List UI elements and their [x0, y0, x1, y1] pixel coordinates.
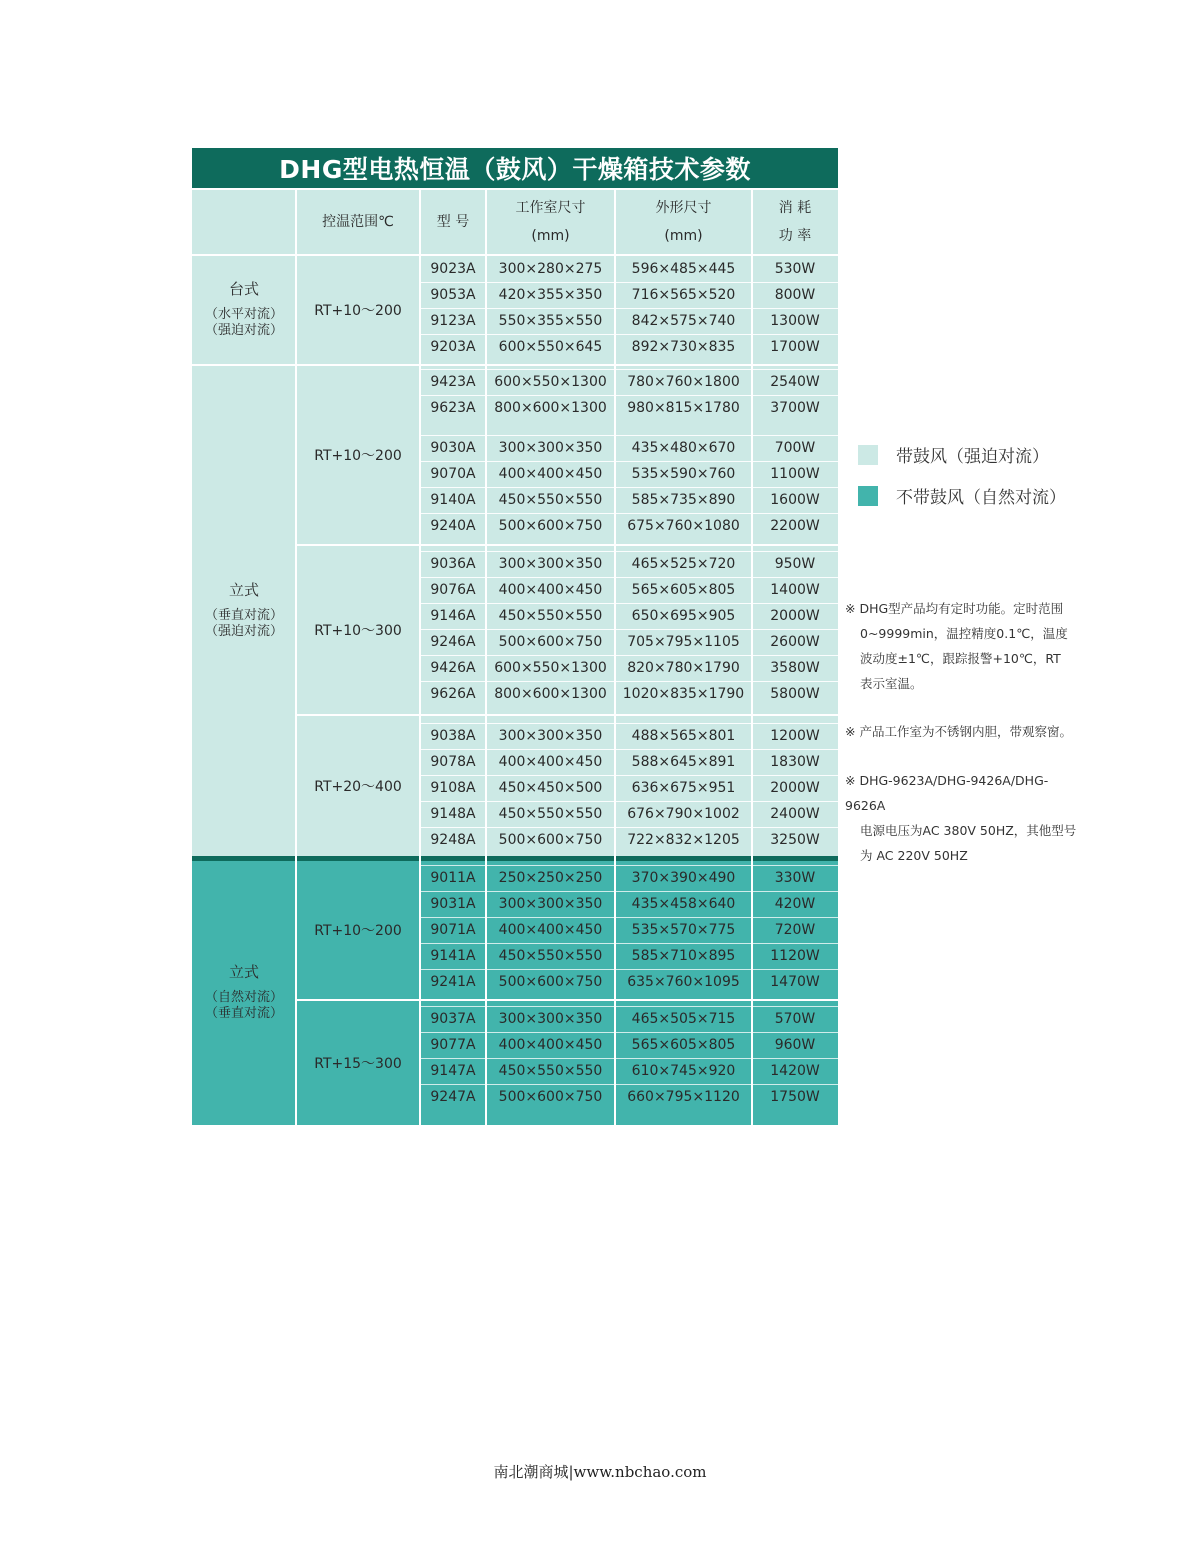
table-cell-model: 9146A [430, 608, 476, 624]
table-cell-outer: 370×390×490 [631, 870, 736, 886]
note-line: ※ DHG-9623A/DHG-9426A/DHG-9626A [845, 773, 1049, 813]
table-cell-outer: 780×760×1800 [627, 374, 740, 390]
table-cell-work: 400×400×450 [498, 1037, 603, 1053]
table-cell-outer: 722×832×1205 [627, 832, 740, 848]
table-cell-model: 9071A [430, 922, 476, 938]
table-cell-power: 420W [774, 896, 816, 912]
table-cell-work: 500×600×750 [498, 832, 603, 848]
legend-swatch-light [858, 445, 878, 465]
table-cell-model: 9623A [430, 400, 476, 416]
range-cell: RT+10～300 [296, 546, 420, 714]
table-cell-power: 1120W [770, 948, 820, 964]
note-timer [845, 596, 1085, 696]
category-main: 立式 [228, 581, 259, 599]
table-cell-work: 450×550×550 [498, 492, 603, 508]
table-cell-power: 1100W [770, 466, 820, 482]
header-model-label: 型 号 [436, 214, 470, 230]
table-cell-work: 420×355×350 [498, 287, 603, 303]
table-cell-power: 3700W [770, 400, 820, 416]
table-cell-work: 800×600×1300 [494, 686, 607, 702]
table-cell-model: 9053A [430, 287, 476, 303]
table-cell-power: 1750W [770, 1089, 820, 1105]
table-cell-power: 1830W [770, 754, 820, 770]
table-cell-outer: 716×565×520 [631, 287, 736, 303]
table-cell-power: 2600W [770, 634, 820, 650]
category-sub: （水平对流） [204, 307, 283, 322]
table-cell-work: 300×300×350 [498, 1011, 603, 1027]
table-cell-outer: 585×735×890 [631, 492, 736, 508]
table-cell-power: 1420W [770, 1063, 820, 1079]
table-cell-work: 550×355×550 [498, 313, 603, 329]
table-cell-outer: 465×505×715 [631, 1011, 736, 1027]
table-cell-work: 500×600×750 [498, 974, 603, 990]
table-cell-power: 530W [774, 261, 816, 277]
row-divider [296, 544, 838, 546]
table-cell-model: 9248A [430, 832, 476, 848]
section-divider [192, 856, 838, 861]
row-divider [192, 364, 838, 366]
table-cell-model: 9123A [430, 313, 476, 329]
range-cell: RT+10～200 [296, 256, 420, 364]
category-sub: （垂直对流） [204, 608, 283, 623]
table-cell-model: 9031A [430, 896, 476, 912]
table-cell-power: 1200W [770, 728, 820, 744]
table-cell-power: 3580W [770, 660, 820, 676]
legend-swatch-dark [858, 486, 878, 506]
table-cell-outer: 842×575×740 [631, 313, 736, 329]
table-cell-power: 2000W [770, 608, 820, 624]
table-cell-work: 600×550×1300 [494, 660, 607, 676]
table-cell-model: 9203A [430, 339, 476, 355]
table-cell-model: 9240A [430, 518, 476, 534]
table-cell-work: 450×550×550 [498, 1063, 603, 1079]
table-cell-model: 9070A [430, 466, 476, 482]
table-cell-power: 1470W [770, 974, 820, 990]
table-cell-model: 9030A [430, 440, 476, 456]
legend-item [858, 442, 1049, 467]
table-cell-model: 9423A [430, 374, 476, 390]
table-cell-outer: 465×525×720 [631, 556, 736, 572]
table-cell-power: 2400W [770, 806, 820, 822]
table-cell-model: 9038A [430, 728, 476, 744]
table-cell-power: 570W [774, 1011, 816, 1027]
row-divider [296, 714, 838, 716]
category-sub: （自然对流） [204, 990, 283, 1005]
table-cell-model: 9426A [430, 660, 476, 676]
table-cell-model: 9037A [430, 1011, 476, 1027]
table-cell-model: 9140A [430, 492, 476, 508]
row-divider [296, 999, 838, 1001]
table-cell-work: 800×600×1300 [494, 400, 607, 416]
header-power [752, 190, 838, 254]
table-cell-outer: 435×458×640 [631, 896, 736, 912]
note-line: ※ 产品工作室为不锈钢内胆，带观察窗。 [845, 724, 1072, 739]
table-cell-power: 950W [774, 556, 816, 572]
header-outer-size [615, 190, 752, 254]
table-cell-work: 450×550×550 [498, 948, 603, 964]
table-cell-outer: 565×605×805 [631, 1037, 736, 1053]
table-cell-work: 400×400×450 [498, 922, 603, 938]
table-cell-work: 300×300×350 [498, 556, 603, 572]
table-cell-model: 9011A [430, 870, 476, 886]
header-model [420, 190, 486, 254]
table-cell-power: 720W [774, 922, 816, 938]
header-work-size-line2: (mm) [531, 228, 570, 244]
note-line: 电源电压为AC 380V 50HZ，其他型号 [860, 823, 1077, 838]
header-empty [192, 190, 296, 254]
category-cell [192, 861, 296, 1125]
table-cell-power: 1400W [770, 582, 820, 598]
range-cell: RT+15～300 [296, 1001, 420, 1125]
table-cell-power: 1600W [770, 492, 820, 508]
note-line: 波动度±1℃，跟踪报警+10℃，RT [860, 651, 1061, 666]
note-chamber [845, 719, 1085, 744]
table-cell-outer: 488×565×801 [631, 728, 736, 744]
table-cell-power: 1300W [770, 313, 820, 329]
table-cell-outer: 585×710×895 [631, 948, 736, 964]
table-cell-work: 500×600×750 [498, 1089, 603, 1105]
table-cell-model: 9108A [430, 780, 476, 796]
range-cell: RT+10～200 [296, 366, 420, 544]
table-cell-outer: 535×590×760 [631, 466, 736, 482]
table-cell-work: 600×550×645 [498, 339, 603, 355]
table-cell-outer: 596×485×445 [631, 261, 736, 277]
table-cell-outer: 636×675×951 [631, 780, 736, 796]
category-sub: （强迫对流） [204, 323, 283, 338]
note-line: ※ DHG型产品均有定时功能。定时范围 [845, 601, 1064, 616]
table-cell-work: 400×400×450 [498, 754, 603, 770]
category-sub: （强迫对流） [204, 624, 283, 639]
note-line: 表示室温。 [860, 676, 923, 691]
table-cell-power: 330W [774, 870, 816, 886]
table-cell-model: 9141A [430, 948, 476, 964]
table-cell-outer: 1020×835×1790 [622, 686, 745, 702]
category-main: 立式 [228, 963, 259, 981]
table-cell-work: 500×600×750 [498, 634, 603, 650]
range-cell: RT+20～400 [296, 716, 420, 856]
table-cell-outer: 676×790×1002 [627, 806, 740, 822]
table-cell-power: 700W [774, 440, 816, 456]
column-divider [295, 190, 297, 1125]
legend-label: 不带鼓风（自然对流） [896, 488, 1066, 508]
note-line: 0~9999min，温控精度0.1℃，温度 [860, 626, 1068, 641]
table-cell-outer: 675×760×1080 [627, 518, 740, 534]
table-cell-work: 400×400×450 [498, 466, 603, 482]
table-cell-power: 1700W [770, 339, 820, 355]
table-cell-outer: 610×745×920 [631, 1063, 736, 1079]
table-cell-model: 9246A [430, 634, 476, 650]
header-outer-size-line1: 外形尺寸 [655, 200, 712, 216]
table-cell-power: 2000W [770, 780, 820, 796]
table-cell-power: 960W [774, 1037, 816, 1053]
header-work-size-line1: 工作室尺寸 [515, 200, 586, 216]
header-temp-range [296, 190, 420, 254]
table-cell-outer: 980×815×1780 [627, 400, 740, 416]
footer-source: 南北潮商城|www.nbchao.com [493, 1463, 707, 1481]
table-cell-model: 9148A [430, 806, 476, 822]
table-cell-work: 300×300×350 [498, 896, 603, 912]
note-voltage [845, 768, 1085, 868]
header-outer-size-line2: (mm) [664, 228, 703, 244]
table-cell-model: 9247A [430, 1089, 476, 1105]
table-cell-work: 250×250×250 [498, 870, 603, 886]
note-line: 为 AC 220V 50HZ [860, 848, 968, 863]
header-power-line1: 消 耗 [778, 200, 812, 216]
table-cell-power: 2200W [770, 518, 820, 534]
table-cell-work: 300×300×350 [498, 440, 603, 456]
table-cell-work: 450×550×550 [498, 608, 603, 624]
table-cell-outer: 650×695×905 [631, 608, 736, 624]
table-cell-power: 5800W [770, 686, 820, 702]
table-cell-work: 300×300×350 [498, 728, 603, 744]
category-sub: （垂直对流） [204, 1006, 283, 1021]
table-cell-model: 9023A [430, 261, 476, 277]
table-cell-work: 400×400×450 [498, 582, 603, 598]
legend-label: 带鼓风（强迫对流） [896, 447, 1049, 467]
table-cell-outer: 635×760×1095 [627, 974, 740, 990]
table-cell-work: 300×280×275 [498, 261, 603, 277]
table-cell-power: 3250W [770, 832, 820, 848]
table-cell-model: 9078A [430, 754, 476, 770]
table-cell-model: 9036A [430, 556, 476, 572]
table-cell-outer: 820×780×1790 [627, 660, 740, 676]
table-cell-work: 450×450×500 [498, 780, 603, 796]
table-cell-outer: 535×570×775 [631, 922, 736, 938]
table-cell-outer: 435×480×670 [631, 440, 736, 456]
table-cell-outer: 705×795×1105 [627, 634, 740, 650]
table-cell-model: 9241A [430, 974, 476, 990]
table-cell-model: 9626A [430, 686, 476, 702]
table-cell-model: 9077A [430, 1037, 476, 1053]
table-title: DHG型电热恒温（鼓风）干燥箱技术参数 [192, 148, 838, 188]
header-work-size [486, 190, 615, 254]
table-cell-work: 600×550×1300 [494, 374, 607, 390]
category-main: 台式 [228, 280, 259, 298]
table-cell-work: 500×600×750 [498, 518, 603, 534]
category-cell [192, 256, 296, 364]
legend-item [858, 483, 1066, 508]
table-cell-power: 800W [774, 287, 816, 303]
header-temp-range-label: 控温范围℃ [322, 214, 394, 230]
range-cell: RT+10～200 [296, 861, 420, 999]
table-cell-model: 9076A [430, 582, 476, 598]
header-power-line2: 功 率 [778, 228, 812, 244]
table-cell-power: 2540W [770, 374, 820, 390]
table-cell-outer: 565×605×805 [631, 582, 736, 598]
table-cell-outer: 892×730×835 [631, 339, 736, 355]
table-cell-work: 450×550×550 [498, 806, 603, 822]
table-cell-outer: 660×795×1120 [627, 1089, 740, 1105]
category-cell [192, 366, 296, 856]
table-cell-model: 9147A [430, 1063, 476, 1079]
table-cell-outer: 588×645×891 [631, 754, 736, 770]
